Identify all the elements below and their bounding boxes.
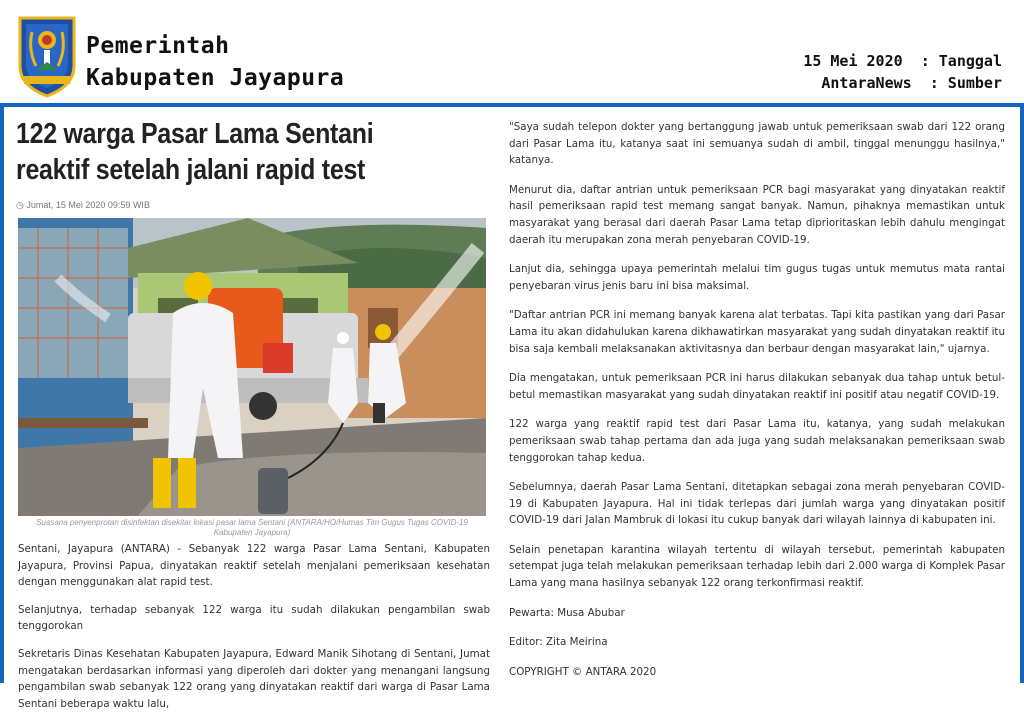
body-paragraph: Dia mengatakan, untuk pemeriksaan PCR ini harus dilakukan sebanyak dua tahap untuk betul-betul memastikan masyarakat yang sudah dinyatakan reaktif ini positif atau negatif COVID-19. [509,372,1005,401]
body-paragraph: 122 warga yang reaktif rapid test dari Pasar Lama itu, katanya, yang sudah melakukan pemeriksaan swab tahap pertama dan ada juga yang sudah melaksanakan pemeriksaan swab tenggorokan tahap kedua. [509,418,1005,464]
body-paragraph: Selain penetapan karantina wilayah tertentu di wilayah tersebut, pemerintah kabupaten setempat juga telah melakukan pemeriksaan terhadap lebih dari 2.000 warga di Komplek Pasar Lama yang mana hasilnya sebanyak 122 orang terkonfirmasi reaktif. [509,543,1005,590]
body-paragraph: Sebelumnya, daerah Pasar Lama Sentani, ditetapkan sebagai zona merah penyebaran COVID- 19 di Kabupaten Jayapura. Hal ini tidak terlepas dari jumlah warga yang dinyatakan positif COVID-19 dari Jalan Mambruk di lokasi itu cukup banyak dari wilayah lainnya di kabupaten ini. [509,481,1005,527]
government-name [86,30,344,94]
article-photo[interactable] [18,218,486,516]
date-value: 15 Mei 2020 [803,52,903,70]
date-label: : Tanggal [920,52,1002,70]
date-row [803,50,1002,72]
copyright-notice: COPYRIGHT © ANTARA 2020 [509,665,657,678]
page-header [0,0,1024,103]
body-paragraph: "Saya sudah telepon dokter yang bertanggung jawab untuk pemeriksaan swab dari 122 orang dari Pasar Lama itu, katanya saat ini semuanya sudah di ambil, tinggal menunggu hasilnya," katanya. [509,121,1005,167]
source-value: AntaraNews [821,74,912,92]
article-dateline [16,200,150,211]
kabupaten-jayapura-emblem-icon [16,14,78,98]
article-body-left [18,541,490,723]
editor-credit: Editor: Zita Meirina [509,636,608,649]
body-paragraph: Selanjutnya, terhadap sebanyak 122 warga itu sudah dilakukan pengambilan swab tenggorokan [18,603,490,633]
dateline-text: Jumat, 15 Mei 2020 09:59 WIB [26,200,150,210]
source-row [803,72,1002,94]
government-line-1: Pemerintah [86,33,230,59]
source-label: : Sumber [929,74,1002,92]
body-paragraph: Menurut dia, daftar antrian untuk pemeriksaan PCR bagi masyarakat yang dinyatakan reaktif hasil pemeriksaan rapid test memang sangat banyak. Namun, pihaknya memastikan untuk masyarakat yang berasal dari daerah Pasar Lama tetap diprioritaskan lebih dahulu mengingat daerah itu merupakan zona merah penyebaran COVID-19. [509,183,1005,246]
article-headline: 122 warga Pasar Lama Sentani reaktif setelah jalani rapid test [16,118,374,186]
publication-meta [803,50,1002,94]
frame-border-right [1020,103,1024,683]
body-paragraph: "Daftar antrian PCR ini memang banyak karena alat terbatas. Tapi kita pastikan yang dari Pasar Lama itu akan didahulukan karena dikhawatirkan masyarakat yang sudah dinyatakan reaktif itu bisa saja kembali melaksanakan aktivitasnya dan berbaur dengan masyarakat lain," ujarnya. [509,309,1005,355]
body-paragraph: Sentani, Jayapura (ANTARA) - Sebanyak 122 warga Pasar Lama Sentani, Kabupaten Jayapura, Provinsi Papua, dinyatakan reaktif setelah menjalani pemeriksaan kesehatan dengan menggunakan alat rapid test. [18,543,490,589]
reporter-credit: Pewarta: Musa Abubar [509,606,625,619]
frame-border-left [0,103,4,683]
body-paragraph: Sekretaris Dinas Kesehatan Kabupaten Jayapura, Edward Manik Sihotang di Sentani, Jumat mengatakan berdasarkan informasi yang diperoleh dari dokter yang menangani langsung pengambilan swab sebanyak 122 orang yang dinyatakan reaktif dari warga di Pasar Lama Sentani beberapa waktu lalu, [18,647,490,710]
body-paragraph: Lanjut dia, sehingga upaya pemerintah melalui tim gugus tugas untuk memutus mata rantai penyebaran virus jenis baru ini bisa maksimal. [509,263,1005,292]
disinfection-scene-illustration [18,218,486,516]
photo-caption: Suasana penyenprotan disinfektan disekitar lokasi pasar lama Sentani (ANTARA/HO/Humas Tim Gugus Tugas COVID-19 Kabupaten Jayapura) [36,518,468,537]
government-line-2: Kabupaten Jayapura [86,65,345,91]
article-body-right [509,119,1005,693]
clock-icon: ◷ [16,200,24,210]
header-divider [0,103,1024,107]
